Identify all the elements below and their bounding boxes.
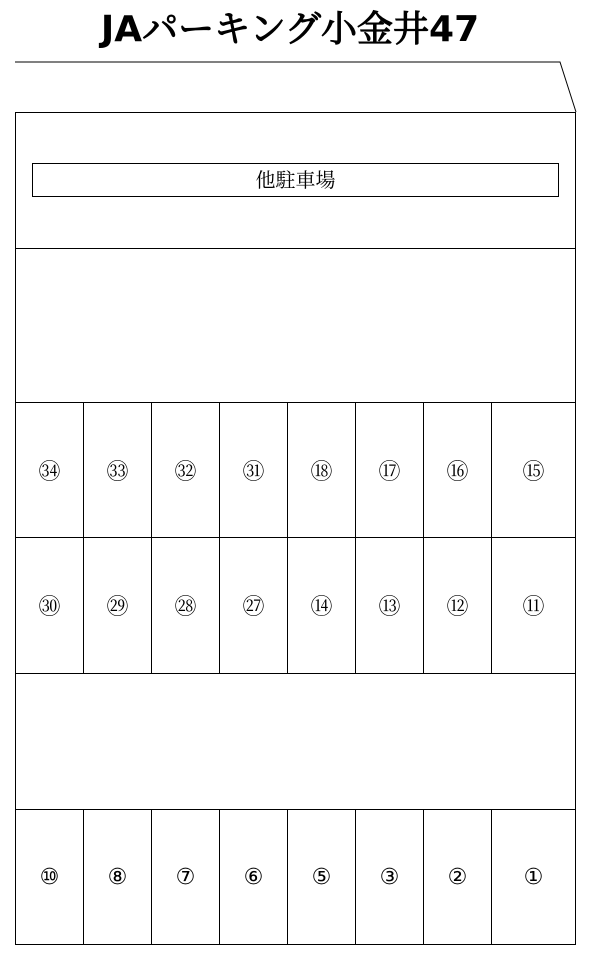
parking-space[interactable] — [491, 537, 576, 674]
space-number: ㉙ — [106, 595, 129, 620]
other-parking-area — [32, 163, 559, 197]
parking-row-2 — [15, 537, 576, 674]
space-number: ⑩ — [39, 864, 60, 890]
parking-space[interactable] — [83, 402, 152, 538]
parking-space[interactable] — [15, 809, 84, 945]
space-number: ㉚ — [38, 595, 61, 620]
parking-space[interactable] — [355, 402, 424, 538]
parking-space[interactable] — [423, 537, 492, 674]
other-parking-label: 他駐車場 — [255, 168, 336, 192]
parking-space[interactable] — [423, 809, 492, 945]
parking-space[interactable] — [491, 809, 576, 945]
space-number: ⑪ — [522, 595, 545, 620]
space-number: ⑬ — [378, 595, 401, 620]
space-number: ㉝ — [106, 459, 129, 485]
parking-space[interactable] — [287, 809, 356, 945]
space-number: ㉘ — [174, 595, 197, 620]
space-number: ㉗ — [242, 595, 265, 620]
space-number: ⑮ — [522, 459, 545, 485]
space-number: ⑥ — [243, 864, 264, 890]
space-number: ⑤ — [311, 864, 332, 890]
parking-space[interactable] — [491, 402, 576, 538]
parking-space[interactable] — [219, 809, 288, 945]
space-number: ㉛ — [242, 459, 265, 485]
parking-space[interactable] — [151, 809, 220, 945]
space-number: ⑰ — [378, 459, 401, 485]
parking-space[interactable] — [355, 809, 424, 945]
parking-space[interactable] — [151, 537, 220, 674]
space-number: ⑧ — [107, 864, 128, 890]
parking-space[interactable] — [219, 402, 288, 538]
space-number: ⑭ — [310, 595, 333, 620]
parking-row-3 — [15, 809, 576, 945]
parking-space[interactable] — [83, 537, 152, 674]
parking-space[interactable] — [219, 537, 288, 674]
space-number: ② — [447, 864, 468, 890]
space-number: ③ — [379, 864, 400, 890]
space-number: ⑱ — [310, 459, 333, 485]
parking-space[interactable] — [15, 537, 84, 674]
parking-space[interactable] — [151, 402, 220, 538]
space-number: ⑦ — [175, 864, 196, 890]
parking-space[interactable] — [423, 402, 492, 538]
space-number: ⑫ — [446, 595, 469, 620]
space-number: ㉜ — [174, 459, 197, 485]
space-number: ⑯ — [446, 459, 469, 485]
parking-space[interactable] — [83, 809, 152, 945]
parking-row-1 — [15, 402, 576, 538]
section-divider — [15, 248, 576, 249]
parking-space[interactable] — [287, 402, 356, 538]
parking-space[interactable] — [15, 402, 84, 538]
space-number: ㉞ — [38, 459, 61, 485]
space-number: ① — [523, 864, 544, 890]
page-title: JAパーキング小金井47 — [100, 9, 480, 50]
parking-space[interactable] — [355, 537, 424, 674]
parking-space[interactable] — [287, 537, 356, 674]
